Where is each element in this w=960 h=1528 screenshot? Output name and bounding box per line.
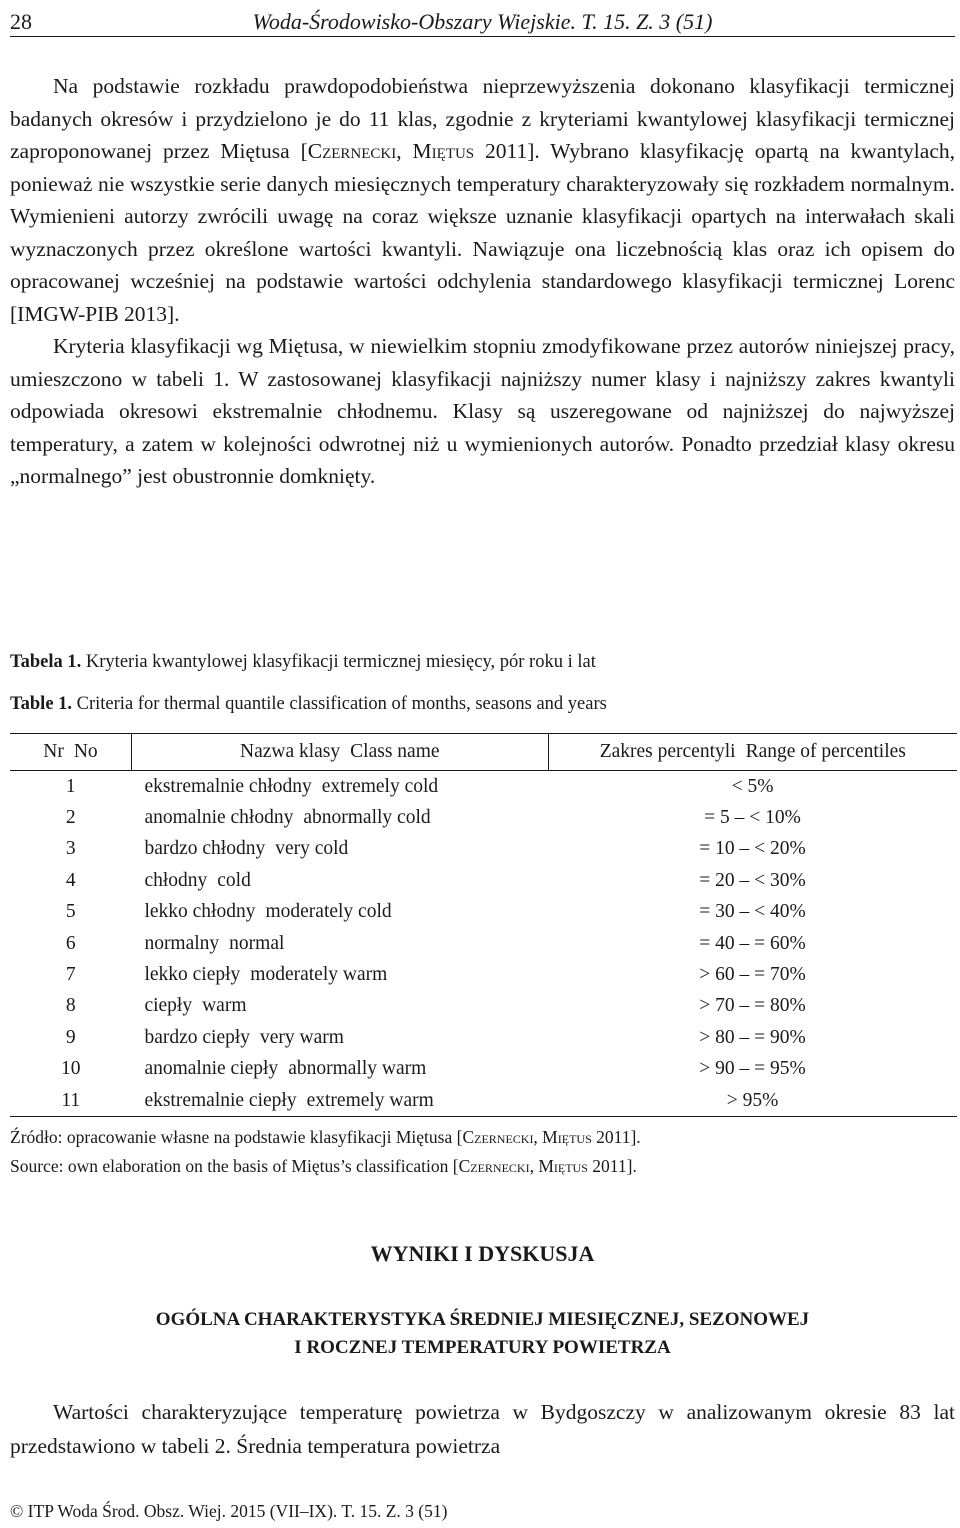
cell-nr: 9 <box>65 1026 76 1048</box>
citation-authors: Czernecki, Miętus <box>307 139 475 163</box>
class-name-pl: ekstremalnie ciepły <box>144 1089 297 1111</box>
class-name-pl: anomalnie ciepły <box>144 1058 279 1080</box>
caption-text: Criteria for thermal quantile classification of months, seasons and years <box>72 694 607 714</box>
cell-range: = 40 – = 60% <box>699 932 806 954</box>
section-title: WYNIKI I DYSKUSJA <box>370 1241 595 1266</box>
cell-nr: 11 <box>10 1085 131 1117</box>
cell-class-name <box>131 959 548 990</box>
running-head <box>10 6 955 37</box>
subsection-title <box>10 1306 955 1362</box>
class-name-pl: ekstremalnie chłodny <box>144 775 312 797</box>
class-name-en: extremely warm <box>306 1089 434 1111</box>
cell-class-name <box>131 1054 548 1085</box>
cell-class-name <box>131 897 548 928</box>
class-name-en: abnormally warm <box>288 1058 427 1080</box>
table-row <box>10 802 957 833</box>
table-row <box>10 865 957 896</box>
class-name-en: cold <box>217 869 251 891</box>
table-row <box>10 1054 957 1085</box>
cell-nr: 4 <box>65 869 76 891</box>
table-row <box>10 834 957 865</box>
cell-class-name <box>131 991 548 1022</box>
paragraph-text: 2011]. Wybrano klasyfikację opartą na kwantylach, ponieważ nie wszystkie serie danych miesięcznych temperatury charakteryzowały się rozkładem normalnym. Wymienieni autorzy zwrócili uwagę na coraz większe uznanie klasyfikacji opartych na interwałach skali wyznaczonych przez określone wartości kwantyli. Nawiązuje ona liczebnością klas oraz ich opisem do opracowanej wcześniej na podstawie wartości odchylenia standardowego klasyfikacji termicznej Lorenc [IMGW-PIB 2013]. <box>10 139 955 326</box>
table-row <box>10 771 957 803</box>
class-name-pl: ciepły <box>144 995 193 1017</box>
cell-nr: 6 <box>65 932 76 954</box>
class-name-en: moderately cold <box>265 901 392 923</box>
class-name-pl: lekko chłodny <box>144 901 256 923</box>
class-name-pl: bardzo chłodny <box>144 838 266 860</box>
cell-nr: 8 <box>65 995 76 1017</box>
caption-label: Tabela 1. <box>10 652 82 672</box>
cell-nr: 5 <box>65 901 76 923</box>
class-name-en: warm <box>202 995 247 1017</box>
paragraph-criteria: Kryteria klasyfikacji wg Miętusa, w niewielkim stopniu zmodyfikowane przez autorów niniejszej pracy, umieszczono w tabeli 1. W zastosowanej klasyfikacji najniższy numer klasy i najniższy zakres kwantyli odpowiada okresowi ekstremalnie chłodnemu. Klasy są uszeregowane od najniższej do najwyższej temperatury, a zatem w kolejności odwrotnej niż u wymienionych autorów. Ponadto przedział klasy okresu „normalnego” jest obustronnie domknięty. <box>10 334 955 488</box>
cell-range: = 5 – < 10% <box>704 807 801 829</box>
cell-class-name <box>131 802 548 833</box>
class-name-en: extremely cold <box>321 775 439 797</box>
caption-text: Kryteria kwantylowej klasyfikacji termicznej miesięcy, pór roku i lat <box>81 652 596 672</box>
cell-nr: 3 <box>65 838 76 860</box>
cell-class-name <box>131 771 548 803</box>
table-row <box>10 897 957 928</box>
cell-nr: 1 <box>65 775 76 797</box>
class-name-en: normal <box>229 932 285 954</box>
cell-range: > 95% <box>548 1085 957 1117</box>
cell-range: < 5% <box>731 775 774 797</box>
paragraph-results: Wartości charakteryzujące temperaturę powietrza w Bydgoszczy w analizowanym okresie 83 lat przedstawiono w tabeli 2. Średnia temperatura powietrza <box>10 1400 955 1458</box>
classification-table <box>10 733 957 1117</box>
table-caption-pl <box>10 650 955 674</box>
cell-class-name <box>131 1022 548 1053</box>
class-name-en: abnormally cold <box>303 807 431 829</box>
table-row <box>10 1022 957 1053</box>
cell-range: > 90 – = 95% <box>699 1058 806 1080</box>
class-name-en: moderately warm <box>250 964 388 986</box>
class-name-en: very warm <box>260 1026 344 1048</box>
cell-nr: 10 <box>60 1058 81 1080</box>
class-name-pl: chłodny <box>144 869 208 891</box>
cell-range: > 60 – = 70% <box>699 964 806 986</box>
cell-class-name <box>131 1085 548 1117</box>
page-number: 28 <box>10 9 32 34</box>
cell-class-name <box>131 834 548 865</box>
class-name-pl: normalny <box>144 932 220 954</box>
cell-nr: 2 <box>65 807 76 829</box>
table-body <box>10 771 957 1117</box>
footer-copyright: © ITP Woda Środ. Obsz. Wiej. 2015 (VII–IX). T. 15. Z. 3 (51) <box>10 1501 448 1521</box>
table-row <box>10 928 957 959</box>
results-text <box>10 1395 955 1463</box>
table-caption-en <box>10 692 955 716</box>
table-row <box>10 1085 957 1117</box>
header-class-name: Nazwa klasy Class name <box>131 734 548 771</box>
header-range: Zakres percentyli Range of percentiles <box>548 734 957 771</box>
cell-nr: 7 <box>65 964 76 986</box>
cell-range: = 30 – < 40% <box>699 901 806 923</box>
source-note-pl: Źródło: opracowanie własne na podstawie klasyfikacji Miętusa [Czernecki, Miętus 2011]. <box>10 1127 641 1147</box>
table-header-row <box>10 734 957 771</box>
class-name-pl: anomalnie chłodny <box>144 807 294 829</box>
table-row <box>10 959 957 990</box>
cell-range: = 20 – < 30% <box>699 869 806 891</box>
page <box>10 0 955 1528</box>
paragraph-classification <box>10 70 955 330</box>
subsection-title-line: OGÓLNA CHARAKTERYSTYKA ŚREDNIEJ MIESIĘCZNEJ, SEZONOWEJ <box>155 1309 810 1330</box>
header-nr: Nr No <box>10 734 131 771</box>
source-note-en: Source: own elaboration on the basis of Miętus’s classification [Czernecki, Miętus 2011]. <box>10 1156 637 1176</box>
cell-range: > 80 – = 90% <box>699 1026 806 1048</box>
class-name-pl: bardzo ciepły <box>144 1026 251 1048</box>
cell-range: > 70 – = 80% <box>699 995 806 1017</box>
subsection-title-line: I ROCZNEJ TEMPERATURY POWIETRZA <box>294 1337 671 1358</box>
class-name-en: very cold <box>275 838 349 860</box>
caption-label: Table 1. <box>10 694 73 714</box>
cell-range: = 10 – < 20% <box>699 838 806 860</box>
cell-class-name <box>131 928 548 959</box>
intro-text <box>10 70 955 493</box>
cell-class-name <box>131 865 548 896</box>
journal-title: Woda-Środowisko-Obszary Wiejskie. T. 15. Z. 3 (51) <box>252 9 713 34</box>
class-name-pl: lekko ciepły <box>144 964 241 986</box>
table-row <box>10 991 957 1022</box>
paragraph-text: Na podstawie rozkładu prawdopodobieństwa nieprzewyższenia dokonano klasyfikacji termicznej badanych okresów i przydzielono je do 11 klas, zgodnie z kryteriami kwantylowej klasyfikacji termicznej zaproponowanej przez Miętusa [ <box>10 74 955 163</box>
